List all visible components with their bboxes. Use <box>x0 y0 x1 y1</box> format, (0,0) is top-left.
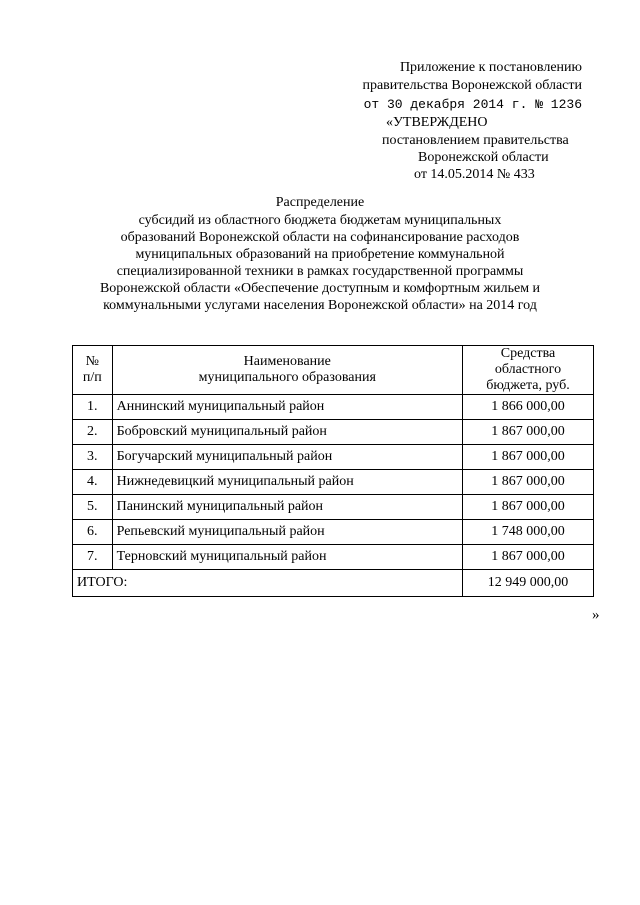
appendix-line-1: Приложение к постановлению <box>399 60 582 75</box>
table-row <box>73 470 594 495</box>
column-header-name: Наименование муниципального образования <box>112 346 462 395</box>
row-amount: 1 867 000,00 <box>462 420 593 445</box>
appendix-line-2: правительства Воронежской области <box>362 78 582 93</box>
row-number: 3. <box>73 445 113 470</box>
row-municipality: Аннинский муниципальный район <box>112 395 462 420</box>
closing-quote: » <box>592 607 600 623</box>
row-number: 1. <box>73 395 113 420</box>
title-line-2: субсидий из областного бюджета бюджетам муниципальных <box>138 213 502 228</box>
row-amount: 1 867 000,00 <box>462 495 593 520</box>
row-amount: 1 867 000,00 <box>462 470 593 495</box>
table-row <box>73 520 594 545</box>
row-municipality: Терновский муниципальный район <box>112 545 462 570</box>
column-header-number: № п/п <box>73 346 113 395</box>
total-label: ИТОГО: <box>73 570 463 597</box>
title-line-6: Воронежской области «Обеспечение доступным и комфортным жильем и <box>99 281 541 296</box>
row-municipality: Репьевский муниципальный район <box>112 520 462 545</box>
total-amount: 12 949 000,00 <box>462 570 593 597</box>
title-line-5: специализированной техники в рамках государственной программы <box>116 264 524 279</box>
document-title: Распределение <box>275 195 365 210</box>
row-municipality: Бобровский муниципальный район <box>112 420 462 445</box>
title-line-3: образований Воронежской области на софинансирование расходов <box>120 230 520 245</box>
approved-stamp: «УТВЕРЖДЕНО <box>386 115 488 130</box>
row-municipality: Панинский муниципальный район <box>112 495 462 520</box>
row-number: 7. <box>73 545 113 570</box>
approved-line-2: постановлением правительства <box>382 133 569 148</box>
subsidy-table <box>72 345 594 597</box>
table-total-row <box>73 570 594 597</box>
row-number: 2. <box>73 420 113 445</box>
title-line-4: муниципальных образований на приобретение коммунальной <box>135 247 505 262</box>
table-row <box>73 545 594 570</box>
table-row <box>73 395 594 420</box>
table-header-row <box>73 346 594 395</box>
table-row <box>73 495 594 520</box>
row-number: 4. <box>73 470 113 495</box>
row-municipality: Богучарский муниципальный район <box>112 445 462 470</box>
row-amount: 1 748 000,00 <box>462 520 593 545</box>
row-number: 5. <box>73 495 113 520</box>
row-amount: 1 866 000,00 <box>462 395 593 420</box>
approved-line-4: от 14.05.2014 № 433 <box>414 167 535 182</box>
row-amount: 1 867 000,00 <box>462 445 593 470</box>
title-line-7: коммунальными услугами населения Воронежской области» на 2014 год <box>103 298 537 313</box>
row-number: 6. <box>73 520 113 545</box>
row-municipality: Нижнедевицкий муниципальный район <box>112 470 462 495</box>
approved-line-3: Воронежской области <box>418 150 549 165</box>
resolution-date-line: от 30 декабря 2014 г. № 1236 <box>363 97 582 112</box>
row-amount: 1 867 000,00 <box>462 545 593 570</box>
table-row <box>73 445 594 470</box>
column-header-amount: Средства областного бюджета, руб. <box>462 346 593 395</box>
table-row <box>73 420 594 445</box>
